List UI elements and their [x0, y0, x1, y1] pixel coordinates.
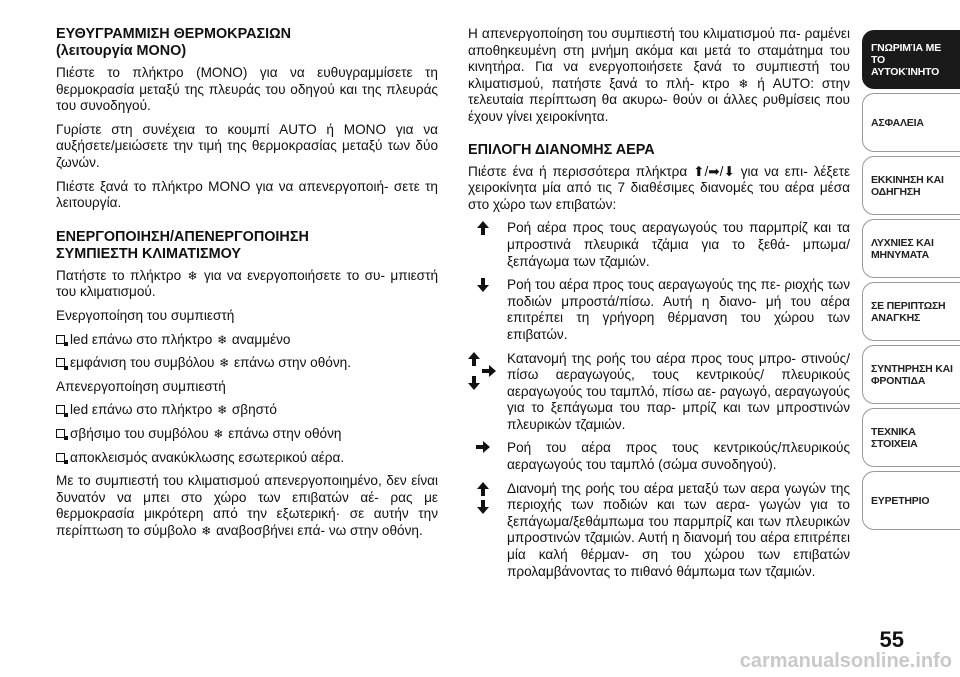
arrow-right-icon: ➡ — [708, 163, 720, 179]
paragraph: Πιέστε ξανά το πλήκτρο MONO για να απενεργοποιή- σετε τη λειτουργία. — [56, 178, 438, 211]
bullet-icon — [56, 335, 65, 344]
page-number: 55 — [879, 627, 904, 652]
watermark: carmanualsonline.info — [739, 650, 952, 672]
heading-air-distribution: ΕΠΙΛΟΓΗ ΔΙΑΝΟΜΗΣ ΑΕΡΑ — [468, 141, 655, 158]
paragraph: Η απενεργοποίηση του συμπιεστή του κλιματισμού πα- ραμένει αποθηκευμένη στη μνήμη ακόμα και μετά το σταμάτημα του κινητήρα. Για να ενεργοποιήσετε ξανά το συμπιεστή του κλιματισμού, πατήστε ξανά το πλή- κτρο ❄ ή AUTO: στην τελευταία περίπτωση θα ακυρω- θούν οι άλλες ρυθμίσεις που έχουν γίνει χειροκίνητα. — [468, 26, 850, 124]
paragraph: Με το συμπιεστή του κλιματισμού απενεργοποιημένο, δεν είναι δυνατόν να μπει στο χώρο των επιβατών αέ- ρας με θερμοκρασία μικρότερη από την εξωτερική· σε αυτήν την περίπτωση το σύμβολο ❄ αναβοσβήνει επά- νω στην οθόνη. — [56, 473, 438, 538]
right-column — [468, 26, 850, 587]
tab-maintenance[interactable]: ΣΥΝΤΗΡΗΣΗ ΚΑΙ ΦΡΟΝΤΙΔΑ — [862, 345, 960, 404]
tab-warning-lights[interactable]: ΛΥΧΝΙΕΣ ΚΑΙ ΜΗΝΥΜΑΤΑ — [862, 219, 960, 278]
heading-mono-line1: ΕΥΘΥΓΡΑΜΜΙΣΗ ΘΕΡΜΟΚΡΑΣΙΩΝ — [56, 26, 292, 42]
list-item: αποκλεισμός ανακύκλωσης εσωτερικού αέρα. — [56, 450, 438, 467]
arrow-up-icon — [468, 221, 498, 235]
left-column — [56, 26, 438, 546]
arrow-down-icon — [468, 278, 498, 292]
tab-index[interactable]: ΕΥΡΕΤΗΡΙΟ — [862, 471, 960, 530]
chapter-tabs — [862, 30, 960, 534]
list-item: led επάνω στο πλήκτρο ❄ αναμμένο — [56, 332, 438, 349]
heading-mono — [56, 26, 438, 60]
list-item: σβήσιμο του συμβόλου ❄ επάνω στην οθόνη — [56, 426, 438, 443]
heading-compressor-line2: ΣΥΜΠΙΕΣΤΗ ΚΛΙΜΑΤΙΣΜΟΥ — [56, 245, 242, 262]
heading-compressor-line1: ΕΝΕΡΓΟΠΟΙΗΣΗ/ΑΠΕΝΕΡΓΟΠΟΙΗΣΗ — [56, 228, 309, 245]
list-item: led επάνω στο πλήκτρο ❄ σβηστό — [56, 402, 438, 419]
paragraph: Πιέστε το πλήκτρο (MONO) για να ευθυγραμμίσετε τη θερμοκρασία μεταξύ της πλευράς του οδηγού και της πλευράς του συνοδηγού. — [56, 65, 438, 114]
list-item: εμφάνιση του συμβόλου ❄ επάνω στην οθόνη. — [56, 355, 438, 372]
snowflake-icon: ❄ — [213, 426, 224, 441]
snowflake-icon: ❄ — [217, 332, 228, 347]
bullet-icon — [56, 405, 65, 414]
tab-getting-to-know[interactable]: ΓΝΩΡΙΜΊΑ ΜΕ ΤΟ ΑΥΤΟΚΊΝΗΤΟ — [862, 30, 960, 89]
distribution-entry-feet-windscreen: Διανομή της ροής του αέρα μεταξύ των αερα γωγών της περιοχής των ποδιών και των αερα- γωγών για το ξεπάγωμα/ξεθάμπωμα του παρμπρίζ και των πλευρικών μπροστινών τζαμιών. Αυτή η διανομή του αέρα επιτρέπει μία καλή θέρμαν- ση του χώρου των επιβατών προλαμβάνοντας το πιθανό θάμπωμα των τζαμιών. — [468, 481, 850, 581]
paragraph: Απενεργοποίηση συμπιεστή — [56, 378, 226, 394]
tab-starting-driving[interactable]: ΕΚΚΙΝΗΣΗ ΚΑΙ ΟΔΗΓΗΣΗ — [862, 156, 960, 215]
snowflake-icon: ❄ — [219, 356, 230, 371]
arrow-up-right-down-icon — [468, 352, 498, 390]
arrow-down-icon: ⬇ — [723, 163, 735, 179]
bullet-icon — [56, 453, 65, 462]
snowflake-icon: ❄ — [187, 268, 198, 283]
arrow-up-icon: ⬆ — [693, 163, 705, 179]
paragraph: Γυρίστε στη συνέχεια το κουμπί AUTO ή MONO για να αυξήσετε/μειώσετε την τιμή της θερμοκρασίας μεταξύ των δύο ζωνών. — [56, 121, 438, 170]
tab-emergency[interactable]: ΣΕ ΠΕΡΙΠΤΩΣΗ ΑΝΑΓΚΗΣ — [862, 282, 960, 341]
distribution-entry-all: Κατανομή της ροής του αέρα προς τους μπρο- στινούς/πίσω αεραγωγούς, τους κεντρικούς/ πλευρικούς αεραγωγούς του ταμπλό, πίσω αε- ραγωγό, αεραγωγούς για το ξεπάγωμα του παρ- μπρίζ και των μπροστινών πλευρικών τζαμιών. — [468, 351, 850, 434]
bullet-icon — [56, 358, 65, 367]
snowflake-icon: ❄ — [217, 403, 228, 418]
paragraph: Ενεργοποίηση του συμπιεστή — [56, 307, 235, 323]
arrow-up-down-icon — [468, 482, 498, 514]
bullet-icon — [56, 429, 65, 438]
distribution-entry-windscreen: Ροή αέρα προς τους αεραγωγούς του παρμπρίζ και τα μπροστινά πλευρικά τζάμια για το ξεθά- μπωμα/ξεπάγωμα των τζαμιών. — [468, 220, 850, 270]
paragraph: Πατήστε το πλήκτρο ❄ για να ενεργοποιήσετε το συ- μπιεστή του κλιματισμού. — [56, 267, 439, 300]
heading-compressor — [56, 229, 438, 263]
tab-technical-data[interactable]: ΤΕΧΝΙΚΑ ΣΤΟΙΧΕΙΑ — [862, 408, 960, 467]
distribution-entry-dashboard: Ροή του αέρα προς τους κεντρικούς/πλευρικούς αεραγωγούς του ταμπλό (σώμα συνοδηγού). — [468, 440, 850, 473]
arrow-right-icon — [468, 441, 498, 453]
tab-safety[interactable]: ΑΣΦΑΛΕΙΑ — [862, 93, 960, 152]
heading-mono-line2: (λειτουργία MONO) — [56, 43, 187, 59]
snowflake-icon: ❄ — [738, 76, 749, 91]
paragraph: Πιέστε ένα ή περισσότερα πλήκτρα ⬆/➡/⬇ για να επι- λέξετε χειροκίνητα μία από τις 7 διαθέσιμες διανομές του αέρα μέσα στο χώρο των επιβατών: — [468, 163, 850, 212]
distribution-entry-feet: Ροή του αέρα προς τους αεραγωγούς της πε- ριοχής των ποδιών μπροστά/πίσω. Αυτή η διανο- μή του αέρα επιτρέπει τη γρήγορη θέρμανση του χώρου των επιβατών. — [468, 277, 850, 343]
snowflake-icon: ❄ — [201, 523, 212, 538]
